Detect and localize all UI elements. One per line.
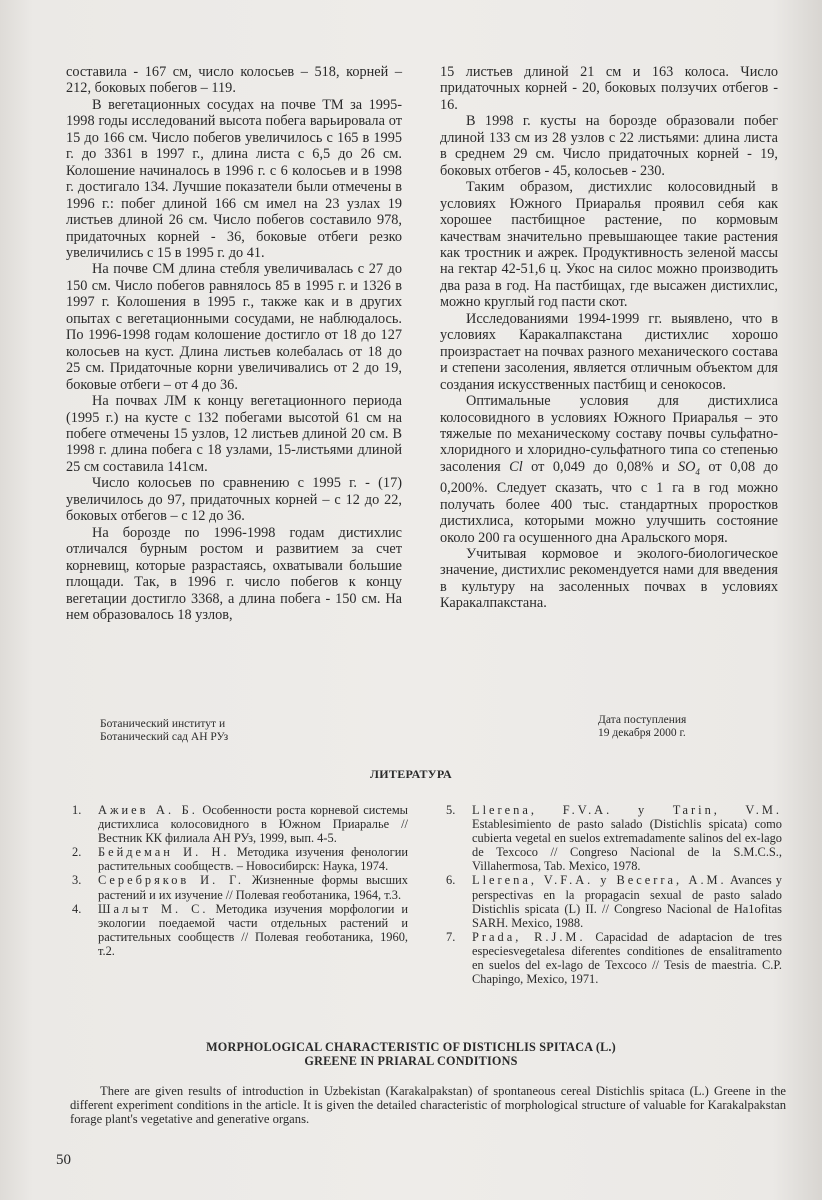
reference-item bbox=[72, 873, 408, 901]
reference-number: 5. bbox=[446, 803, 456, 817]
reference-text bbox=[472, 803, 782, 873]
reference-text bbox=[98, 803, 408, 845]
paragraph: В вегетационных сосудах на почве ТМ за 1995-1998 годы исследований высота побега варьировала от 15 до 166 см. Число побегов увеличилось с 165 в 1995 г. до 3361 в 1997 г., длина листа с 6,5 до 26 см. Колошение начиналось в 1996 г. с 6 колосьев и в 1998 г. достигало 134. Лучшие показатели были отмечены в 1996 г.: побег длиной 166 см имел на 23 узлах 19 листьев длиной 26 см. Число побегов составило 978, придаточных корней - 36, боковые отбеги резко увеличились с 15 в 1995 г. до 41. bbox=[66, 96, 402, 261]
reference-number: 4. bbox=[72, 901, 82, 916]
reference-item bbox=[72, 803, 408, 845]
paragraph: составила - 167 см, число колосьев – 518, корней – 212, боковых побегов – 119. bbox=[66, 64, 402, 97]
reference-number: 2. bbox=[72, 845, 82, 860]
received-date bbox=[598, 714, 686, 740]
reference-text bbox=[472, 873, 782, 929]
paragraph: Учитывая кормовое и эколого-биологическое значение, дистихлис рекомендуется нами для введения в культуру на засоленных почвах в условиях Каракалпакстана. bbox=[440, 546, 778, 612]
chlorine-symbol: Cl bbox=[509, 458, 523, 475]
reference-text bbox=[98, 873, 408, 901]
reference-author: Ажиев А. Б. bbox=[98, 803, 198, 817]
affiliation bbox=[100, 718, 228, 744]
reference-item bbox=[72, 902, 408, 958]
references-left bbox=[72, 803, 408, 958]
reference-author: Серебряков И. Г. bbox=[98, 873, 244, 888]
references-right bbox=[446, 803, 782, 986]
paragraph-text: Оптимальные условия для дистихлиса колосовидного в условиях Южного Приаралья – это тяжелые по механическому составу почвы сульфатно-хлоридного и хлоридно-сульфатного типа со степенью засоления bbox=[440, 393, 778, 475]
received-value: 19 декабря 2000 г. bbox=[598, 727, 686, 739]
paragraph: В 1998 г. кусты на борозде образовали побег длиной 133 см из 28 узлов с 22 листьями: длина листа в среднем 29 см. Число придаточных корней - 19, боковых отбегов - 45, колосьев - 230. bbox=[440, 113, 778, 179]
paragraph: На почве СМ длина стебля увеличивалась с 27 до 150 см. Число побегов равнялось 85 в 1995 г. и 1326 в 1997 г. Колошения в 1995 г., также как и в других опытах с вегетационными сосудами, не наблюдалось. По 1996-1998 годам колошение достигло от 18 до 127 колосьев на куст. Длина листьев колебалась от 18 до 25 см. Придаточные корни увеличивались от 2 до 19, боковые отбеги – от 4 до 36. bbox=[66, 261, 402, 393]
reference-body: Методика изучения фенологии растительных сообществ. – Новосибирск: Наука, 1974. bbox=[98, 845, 408, 874]
paragraph: 15 листьев длиной 21 см и 163 колоса. Число придаточных корней - 20, боковых ползучих отбегов - 16. bbox=[440, 64, 778, 113]
paragraph: Таким образом, дистихлис колосовидный в условиях Южного Приаралья проявил себя как хорошее пастбищное растение, по кормовым качествам значительно превышающее такие растения как тростник и ажрек. Продуктивность зеленой массы на гектар 42-51,6 ц. Укос на силос можно производить два раза в год. На пастбищах, где высажен дистихлис, можно круглый год пасти скот. bbox=[440, 179, 778, 311]
literature-heading: ЛИТЕРАТУРА bbox=[370, 767, 452, 781]
paragraph bbox=[440, 393, 778, 546]
sulfate-symbol bbox=[678, 459, 700, 475]
page-number: 50 bbox=[56, 1152, 71, 1168]
received-label: Дата поступления bbox=[598, 714, 687, 726]
reference-item bbox=[446, 803, 782, 873]
sulfate-symbol-text: SO bbox=[677, 458, 696, 475]
reference-text bbox=[98, 902, 408, 958]
paragraph: На почвах ЛМ к концу вегетационного периода (1995 г.) на кусте с 132 побегами высотой 61 см на побеге отмечены 15 узлов, 12 листьев длиной 20 см. В 1998 г. длина побега с 18 узлами, 15-листьями длиной 25 см составила 141см. bbox=[66, 393, 402, 475]
reference-author: Llerena, F.V.A. y Tarin, V.M. bbox=[472, 803, 782, 817]
reference-text bbox=[98, 845, 408, 873]
reference-number: 1. bbox=[72, 803, 82, 817]
reference-number: 3. bbox=[72, 873, 82, 888]
paragraph: Исследованиями 1994-1999 гг. выявлено, что в условиях Каракалпакстана дистихлис хорошо произрастает на почвах разного механического состава и степени засоления, является отличным объектом для создания искусственных пастбищ и сенокосов. bbox=[440, 310, 778, 393]
paragraph-text: от 0,049 до 0,08% и bbox=[531, 458, 670, 475]
paragraph: Число колосьев по сравнению с 1995 г. - (17) увеличилось до 97, придаточных корней – с 12 до 22, боковых отбегов – с 12 до 36. bbox=[66, 475, 402, 525]
paragraph-text: от 0,08 до 0,200%. Следует сказать, что с 1 га в год можно получать более 400 тыс. стандартных проростков дистихлиса, которыми можно улучшить состояние около 200 га осушенного дна Аральского моря. bbox=[440, 458, 779, 546]
reference-body: Методика изучения морфологии и экологии поедаемой части отдельных растений и растительных сообществ // Полевая геоботаника, 1960, т.2. bbox=[98, 901, 408, 958]
reference-author: Llerena, V.F.A. y Becerra, A.M. bbox=[472, 873, 727, 888]
reference-body: Avances y perspectivas en la propagacin sexual de pasto salado Distichlis spicata (L) II. // Congreso Nacional de Ha1ofitas SARH. Mexico, 1988. bbox=[472, 873, 782, 930]
left-text-column bbox=[66, 64, 402, 623]
reference-number: 7. bbox=[446, 929, 456, 944]
reference-body: Capacidad de adaptacion de tres especiesvegetalesa diferentes conditiones de ensalitramento en suelos del ex-lago de Texcoco // Tesis de maestria. C.P. Chapingo, Mexico, 1971. bbox=[472, 929, 782, 987]
reference-text bbox=[472, 930, 782, 986]
affiliation-line: Ботанический институт и bbox=[100, 718, 226, 730]
right-text-column bbox=[440, 64, 778, 612]
paragraph: На борозде по 1996-1998 годам дистихлис отличался бурным ростом и развитием за счет корневищ, которые разрастаясь, охватывали большие площади. Так, в 1996 г. число побегов к концу вегетации достигло 3368, а длина побега - 150 см. На нем образовалось 18 узлов, bbox=[66, 524, 402, 623]
reference-item bbox=[72, 845, 408, 873]
english-title-line: MORPHOLOGICAL CHARACTERISTIC OF DISTICHLIS SPITACA (L.) bbox=[206, 1040, 616, 1054]
reference-author: Prada, R.J.M. bbox=[472, 929, 586, 944]
reference-body: Establesimiento de pasto salado (Distichlis spicata) como cubierta vegetal en suelos extremadamente salinos del ex-lago de Texcoco // Congreso Nacional de la S.M.C.S., Villahermosa, Tab. Mexico, 1978. bbox=[472, 817, 782, 874]
english-abstract: There are given results of introduction in Uzbekistan (Karakalpakstan) of spontaneous cereal Distichlis spitaca (L.) Greene in the different experiment conditions in the article. It is given the detailed characteristic of morphological structure of valuable for Karakalpakstan forage plant's vegetative and generative organs. bbox=[70, 1084, 786, 1127]
reference-number: 6. bbox=[446, 873, 456, 888]
reference-item bbox=[446, 930, 782, 986]
reference-author: Шалыт М. С. bbox=[98, 901, 209, 916]
english-title bbox=[0, 1040, 822, 1068]
english-title-line: GREENE IN PRIARAL CONDITIONS bbox=[304, 1054, 518, 1068]
sulfate-subscript: 4 bbox=[695, 466, 700, 477]
reference-body: Особенности роста корневой системы дистихлиса колосовидного в Южном Приаралье // Вестник КК филиала АН РУз, 1999, вып. 4-5. bbox=[98, 803, 408, 846]
reference-body: Жизненные формы высших растений и их изучение // Полевая геоботаника, 1964, т.3. bbox=[98, 873, 408, 902]
affiliation-line: Ботанический сад АН РУз bbox=[100, 731, 229, 743]
reference-author: Бейдеман И. Н. bbox=[98, 845, 230, 860]
reference-item bbox=[446, 873, 782, 929]
